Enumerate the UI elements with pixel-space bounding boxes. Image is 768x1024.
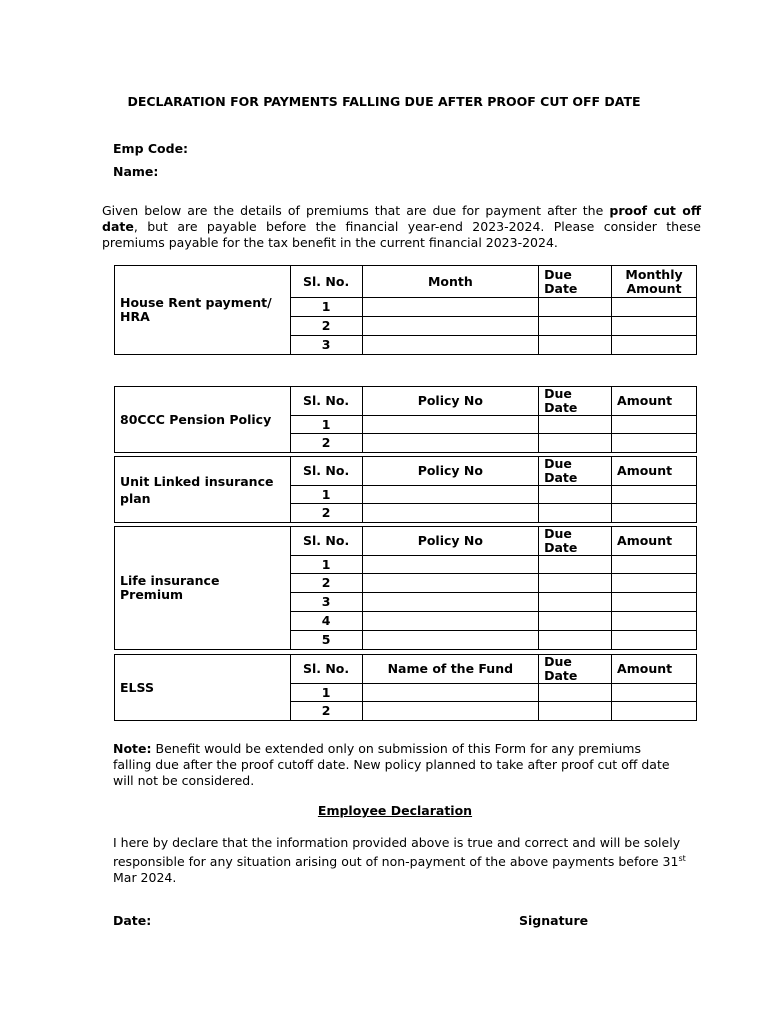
lic-row-2-slno: 2 xyxy=(290,574,362,593)
intro-text-2: , but are payable before the financial year-end 2023-2024. Please consider these premiums payable for the tax benefit in the current financial 2023-2024. xyxy=(102,219,701,250)
pension-row-1-amount[interactable] xyxy=(612,416,697,434)
name-label: Name: xyxy=(113,164,159,179)
lic-row-4-policy[interactable] xyxy=(362,612,539,631)
declaration-paragraph xyxy=(113,835,713,886)
elss-header-amount: Amount xyxy=(612,655,697,684)
hra-row-2-month[interactable] xyxy=(362,317,539,336)
pension-row-1-due-date[interactable] xyxy=(539,416,612,434)
ulip-category: Unit Linked insurance plan xyxy=(115,457,291,523)
ulip-table xyxy=(114,456,697,523)
ulip-row-1-amount[interactable] xyxy=(612,486,697,504)
declaration-title: Employee Declaration xyxy=(317,803,473,818)
lic-row-3-policy[interactable] xyxy=(362,593,539,612)
lic-row-2-policy[interactable] xyxy=(362,574,539,593)
hra-header-due-date: Due Date xyxy=(539,266,612,298)
note-text: Benefit would be extended only on submission of this Form for any premiums falling due after the proof cutoff date. New policy planned to take after proof cut off date will not be considered. xyxy=(113,741,670,788)
hra-header-slno: Sl. No. xyxy=(290,266,362,298)
hra-row-2-amount[interactable] xyxy=(612,317,697,336)
pension-row-2-policy[interactable] xyxy=(362,434,539,453)
ulip-header-slno: Sl. No. xyxy=(290,457,362,486)
declaration-superscript: st xyxy=(678,854,686,863)
elss-header-fund-name: Name of the Fund xyxy=(362,655,539,684)
hra-category: House Rent payment/ HRA xyxy=(115,266,291,355)
elss-row-2-due-date[interactable] xyxy=(539,702,612,721)
hra-row-3-amount[interactable] xyxy=(612,336,697,355)
elss-header-slno: Sl. No. xyxy=(290,655,362,684)
lic-row-4-due-date[interactable] xyxy=(539,612,612,631)
hra-row-2-slno: 2 xyxy=(290,317,362,336)
date-label: Date: xyxy=(113,913,152,928)
elss-row-1-due-date[interactable] xyxy=(539,684,612,702)
pension-row-1-slno: 1 xyxy=(290,416,362,434)
ulip-row-1-slno: 1 xyxy=(290,486,362,504)
lic-row-3-slno: 3 xyxy=(290,593,362,612)
lic-row-1-policy[interactable] xyxy=(362,556,539,574)
page-title: DECLARATION FOR PAYMENTS FALLING DUE AFTER PROOF CUT OFF DATE xyxy=(127,94,641,109)
lic-category: Life insurance Premium xyxy=(115,527,291,650)
lic-row-2-amount[interactable] xyxy=(612,574,697,593)
lic-row-1-amount[interactable] xyxy=(612,556,697,574)
pension-table xyxy=(114,386,697,453)
ulip-row-1-due-date[interactable] xyxy=(539,486,612,504)
intro-bold: proof cut off date xyxy=(102,203,701,234)
ulip-header-policy-no: Policy No xyxy=(362,457,539,486)
lic-header-slno: Sl. No. xyxy=(290,527,362,556)
lic-header-policy-no: Policy No xyxy=(362,527,539,556)
note-label: Note: xyxy=(113,741,152,756)
pension-row-2-due-date[interactable] xyxy=(539,434,612,453)
hra-row-1-due-date[interactable] xyxy=(539,298,612,317)
ulip-row-2-slno: 2 xyxy=(290,504,362,523)
lic-row-4-amount[interactable] xyxy=(612,612,697,631)
elss-table xyxy=(114,654,697,721)
lic-header-amount: Amount xyxy=(612,527,697,556)
hra-row-3-due-date[interactable] xyxy=(539,336,612,355)
lic-row-1-slno: 1 xyxy=(290,556,362,574)
hra-row-1-month[interactable] xyxy=(362,298,539,317)
lic-row-3-amount[interactable] xyxy=(612,593,697,612)
lic-row-5-policy[interactable] xyxy=(362,631,539,650)
hra-row-3-slno: 3 xyxy=(290,336,362,355)
ulip-row-2-policy[interactable] xyxy=(362,504,539,523)
note-paragraph xyxy=(113,741,673,789)
hra-row-1-amount[interactable] xyxy=(612,298,697,317)
pension-header-due-date: Due Date xyxy=(539,387,612,416)
elss-category: ELSS xyxy=(115,655,291,721)
lic-row-2-due-date[interactable] xyxy=(539,574,612,593)
elss-row-2-fund[interactable] xyxy=(362,702,539,721)
elss-row-1-slno: 1 xyxy=(290,684,362,702)
elss-row-1-fund[interactable] xyxy=(362,684,539,702)
lic-header-due-date: Due Date xyxy=(539,527,612,556)
declaration-text-end: Mar 2024. xyxy=(113,870,177,886)
elss-row-2-amount[interactable] xyxy=(612,702,697,721)
lic-row-1-due-date[interactable] xyxy=(539,556,612,574)
pension-header-slno: Sl. No. xyxy=(290,387,362,416)
elss-row-1-amount[interactable] xyxy=(612,684,697,702)
pension-header-policy-no: Policy No xyxy=(362,387,539,416)
pension-category: 80CCC Pension Policy xyxy=(115,387,291,453)
hra-row-2-due-date[interactable] xyxy=(539,317,612,336)
lic-row-3-due-date[interactable] xyxy=(539,593,612,612)
hra-header-month: Month xyxy=(362,266,539,298)
declaration-text: I here by declare that the information provided above is true and correct and will be solely responsible for any situation arising out of non-payment of the above payments before 31 xyxy=(113,835,681,870)
pension-row-2-amount[interactable] xyxy=(612,434,697,453)
ulip-header-amount: Amount xyxy=(612,457,697,486)
pension-row-1-policy[interactable] xyxy=(362,416,539,434)
hra-table xyxy=(114,265,697,355)
intro-text-1: Given below are the details of premiums that are due for payment after the xyxy=(102,203,610,218)
ulip-header-due-date: Due Date xyxy=(539,457,612,486)
lic-row-4-slno: 4 xyxy=(290,612,362,631)
elss-row-2-slno: 2 xyxy=(290,702,362,721)
signature-label: Signature xyxy=(519,913,589,928)
ulip-row-2-due-date[interactable] xyxy=(539,504,612,523)
intro-paragraph xyxy=(102,203,701,251)
life-insurance-table xyxy=(114,526,697,650)
lic-row-5-slno: 5 xyxy=(290,631,362,650)
lic-row-5-due-date[interactable] xyxy=(539,631,612,650)
ulip-row-1-policy[interactable] xyxy=(362,486,539,504)
pension-row-2-slno: 2 xyxy=(290,434,362,453)
emp-code-label: Emp Code: xyxy=(113,141,189,156)
hra-header-amount: Monthly Amount xyxy=(612,266,697,298)
lic-row-5-amount[interactable] xyxy=(612,631,697,650)
hra-row-1-slno: 1 xyxy=(290,298,362,317)
ulip-row-2-amount[interactable] xyxy=(612,504,697,523)
elss-header-due-date: Due Date xyxy=(539,655,612,684)
hra-row-3-month[interactable] xyxy=(362,336,539,355)
pension-header-amount: Amount xyxy=(612,387,697,416)
